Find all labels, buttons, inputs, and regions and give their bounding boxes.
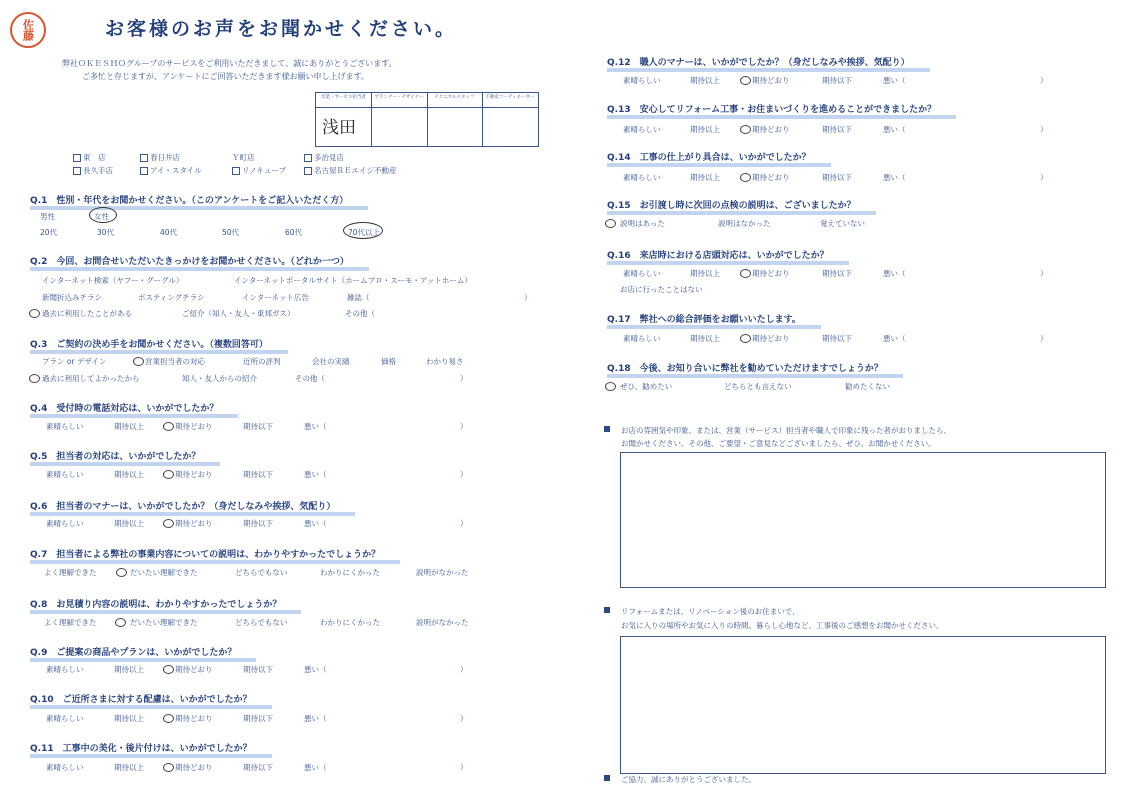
rating-option[interactable]: 期待以上	[114, 714, 144, 723]
rating-option: ）	[460, 665, 468, 674]
rating-option: ）	[460, 470, 468, 479]
rating-option: ）	[460, 519, 468, 528]
question-8: Q.8 お見積り内容の説明は、わかりやすかったでしょうか？	[30, 597, 281, 610]
question-5: Q.5 担当者の対応は、いかがでしたか？	[30, 449, 200, 462]
q2-option[interactable]: ご紹介（知人・友人・東邦ガス）	[182, 309, 295, 318]
q2-option[interactable]: 新聞折込みチラシ	[42, 293, 102, 302]
answer-mark	[605, 219, 616, 228]
q3-option[interactable]: プラン or デザイン	[42, 357, 107, 366]
q2-option[interactable]: インターネット検索（ヤフー・グーグル）	[42, 276, 184, 285]
answer-mark	[740, 125, 751, 134]
q3-option: ）	[460, 374, 468, 383]
store-option[interactable]: 多治見店	[304, 152, 344, 163]
answer-mark	[163, 422, 174, 431]
rating-option[interactable]: 悪い（	[883, 269, 906, 278]
q16-option[interactable]: お店に行ったことはない	[620, 285, 703, 294]
question-13: Q.13 安心してリフォーム工事・お住まいづくりを進めることができましたか？	[607, 102, 936, 115]
question-7: Q.7 担当者による弊社の事業内容についての説明は、わかりやすかったでしょうか？	[30, 547, 380, 560]
rating-option[interactable]: 期待どおり	[752, 173, 790, 182]
rating-option: ）	[460, 763, 468, 772]
q7-option[interactable]: 説明がなかった	[416, 568, 469, 577]
rating-option: ）	[1040, 76, 1048, 85]
comment1-prompt-2: お聞かせください。その他、ご要望・ご意見などございましたら、ぜひ、お聞かせください。	[621, 439, 936, 448]
bullet-square	[604, 775, 610, 781]
store-option[interactable]: 名古屋ＲＥエイジ不動産	[304, 165, 397, 176]
comment1-textarea[interactable]	[620, 452, 1106, 588]
rating-option[interactable]: 素晴らしい	[623, 76, 661, 85]
q2-option[interactable]: その他（	[345, 309, 375, 318]
rating-option[interactable]: 素晴らしい	[623, 125, 661, 134]
question-4: Q.4 受付時の電話対応は、いかがでしたか？	[30, 401, 218, 414]
answer-mark	[163, 470, 174, 479]
q8-option[interactable]: だいたい理解できた	[130, 618, 198, 627]
answer-mark	[740, 269, 751, 278]
footer-thanks: ご協力、誠にありがとうございました。	[621, 775, 756, 784]
gender-female[interactable]: 女性	[94, 212, 109, 221]
q8-option[interactable]: わかりにくかった	[320, 618, 380, 627]
question-2: Q.2 今回、お問合せいただいたきっかけをお聞かせください。（どれか一つ）	[30, 254, 349, 267]
answer-mark	[29, 309, 40, 318]
answer-mark	[133, 357, 144, 366]
q7-option[interactable]: だいたい理解できた	[130, 568, 198, 577]
question-17: Q.17 弊社への総合評価をお願いいたします。	[607, 312, 801, 325]
store-option[interactable]: リノキューブ	[232, 165, 286, 176]
question-1: Q.1 性別・年代をお聞かせください。（このアンケートをご記入いただく方）	[30, 193, 348, 206]
q8-option[interactable]: 説明がなかった	[416, 618, 469, 627]
rating-option[interactable]: 期待以下	[822, 269, 852, 278]
store-option[interactable]: 春日井店	[140, 152, 180, 163]
comment2-textarea[interactable]	[620, 636, 1106, 774]
rating-option[interactable]: 素晴らしい	[623, 173, 661, 182]
age-option[interactable]: 20代	[40, 228, 58, 237]
q2-option[interactable]: 過去に利用したことがある	[42, 309, 132, 318]
q8-option[interactable]: どちらでもない	[235, 618, 288, 627]
rating-option[interactable]: 素晴らしい	[46, 714, 84, 723]
rating-option[interactable]: 素晴らしい	[623, 269, 661, 278]
answer-mark	[115, 618, 126, 627]
handwritten-staff-name: 浅田	[322, 118, 356, 138]
q3-option[interactable]: わかり易さ	[426, 357, 464, 366]
rating-option: ）	[460, 714, 468, 723]
rating-option[interactable]: 期待以下	[822, 76, 852, 85]
question-11: Q.11 工事中の美化・後片付けは、いかがでしたか？	[30, 741, 252, 754]
q15-option[interactable]: 説明はあった	[620, 219, 665, 228]
rating-option[interactable]: 悪い（	[883, 173, 906, 182]
q3-option[interactable]: 価格	[381, 357, 396, 366]
rating-option: ）	[460, 422, 468, 431]
rating-option[interactable]: 期待以上	[690, 125, 720, 134]
rating-option[interactable]: 期待どおり	[175, 422, 213, 431]
age-option[interactable]: 50代	[222, 228, 240, 237]
rating-option[interactable]: 期待以上	[114, 422, 144, 431]
rating-option[interactable]: 期待以下	[243, 519, 273, 528]
gender-male[interactable]: 男性	[40, 212, 55, 221]
rating-option[interactable]: 期待以上	[690, 334, 720, 343]
q3-option[interactable]: その他（	[295, 374, 325, 383]
rating-option[interactable]: 期待以上	[114, 665, 144, 674]
rating-option: ）	[1040, 173, 1048, 182]
rating-option[interactable]: 期待どおり	[752, 334, 790, 343]
q2-option[interactable]: インターネットポータルサイト（ホームプロ・スーモ・アットホーム）	[234, 276, 472, 285]
rating-option[interactable]: 素晴らしい	[623, 334, 661, 343]
question-9: Q.9 ご提案の商品やプランは、いかがでしたか？	[30, 645, 236, 658]
page-title: お客様のお声をお聞かせください。	[105, 18, 458, 40]
seal-stamp	[10, 12, 46, 48]
answer-circle	[343, 222, 383, 239]
rating-option[interactable]: 悪い（	[304, 763, 327, 772]
staff-header-planner: プランナー・デザイナー	[374, 95, 424, 100]
question-12: Q.12 職人のマナーは、いかがでしたか？（身だしなみや挨拶、気配り）	[607, 55, 910, 68]
rating-option[interactable]: 期待以下	[822, 125, 852, 134]
rating-option[interactable]: 悪い（	[304, 714, 327, 723]
rating-option[interactable]: 期待どおり	[175, 519, 213, 528]
store-option[interactable]: 東 店	[73, 152, 106, 163]
question-6: Q.6 担当者のマナーは、いかがでしたか？（身だしなみや挨拶、気配り）	[30, 499, 335, 512]
q8-option[interactable]: よく理解できた	[44, 618, 97, 627]
rating-option[interactable]: 期待以下	[822, 173, 852, 182]
answer-mark	[163, 763, 174, 772]
staff-header-realestate: 不動産コーディネーター	[485, 95, 535, 100]
q18-option[interactable]: どちらとも言えない	[724, 382, 792, 391]
rating-option[interactable]: 悪い（	[304, 665, 327, 674]
q18-option[interactable]: 勧めたくない	[845, 382, 890, 391]
store-option[interactable]: Ｙ町店	[232, 153, 255, 162]
rating-option[interactable]: 期待以上	[114, 763, 144, 772]
question-18: Q.18 今後、お知り合いに弊社を勧めていただけますでしょうか？	[607, 361, 883, 374]
rating-option: ）	[1040, 334, 1048, 343]
q7-option[interactable]: わかりにくかった	[320, 568, 380, 577]
question-10: Q.10 ご近所さまに対する配慮は、いかがでしたか？	[30, 692, 252, 705]
rating-option: ）	[1040, 269, 1048, 278]
rating-option[interactable]: 期待以上	[690, 173, 720, 182]
rating-option[interactable]: 期待以下	[243, 422, 273, 431]
rating-option[interactable]: 期待以上	[690, 76, 720, 85]
rating-option[interactable]: 悪い（	[883, 334, 906, 343]
age-option[interactable]: 30代	[97, 228, 115, 237]
intro-line-2: ご多忙と存じますが、アンケートにご回答いただきます様お願い申し上げます。	[82, 72, 369, 81]
rating-option[interactable]: 悪い（	[883, 125, 906, 134]
age-option[interactable]: 60代	[285, 228, 303, 237]
rating-option[interactable]: 期待以下	[243, 714, 273, 723]
staff-header-technical: テクニカルスタッフ	[434, 95, 475, 100]
answer-mark	[605, 382, 616, 391]
rating-option[interactable]: 期待以下	[243, 470, 273, 479]
intro-line-1: 弊社ＯＫＥＳＨＯグループのサービスをご利用いただきまして、誠にありがとうございます。	[62, 59, 397, 68]
rating-option[interactable]: 悪い（	[304, 470, 327, 479]
rating-option[interactable]: 悪い（	[304, 519, 327, 528]
staff-header-sales: 営業・サービス担当者	[321, 95, 366, 100]
q2-option: ）	[524, 293, 532, 302]
answer-mark	[163, 665, 174, 674]
rating-option: ）	[1040, 125, 1048, 134]
answer-mark	[163, 519, 174, 528]
rating-option[interactable]: 期待どおり	[752, 76, 790, 85]
rating-option[interactable]: 期待どおり	[175, 665, 213, 674]
age-option[interactable]: 70代以上	[348, 228, 381, 237]
q15-option[interactable]: 説明はなかった	[718, 219, 771, 228]
rating-option[interactable]: 悪い（	[883, 76, 906, 85]
rating-option[interactable]: 期待以下	[243, 665, 273, 674]
rating-option[interactable]: 期待以上	[114, 470, 144, 479]
rating-option[interactable]: 素晴らしい	[46, 763, 84, 772]
q2-option[interactable]: ポスティングチラシ	[138, 293, 205, 302]
rating-option[interactable]: 期待どおり	[752, 269, 790, 278]
q3-option[interactable]: 近所の評判	[243, 357, 281, 366]
answer-mark	[116, 568, 127, 577]
rating-option[interactable]: 期待以下	[243, 763, 273, 772]
q18-option[interactable]: ぜひ、勧めたい	[620, 382, 673, 391]
answer-circle	[89, 207, 117, 223]
rating-option[interactable]: 期待どおり	[175, 714, 213, 723]
answer-mark	[29, 374, 40, 383]
question-16: Q.16 来店時における店頭対応は、いかがでしたか？	[607, 248, 829, 261]
question-3: Q.3 ご契約の決め手をお聞かせください。（複数回答可）	[30, 337, 268, 350]
answer-mark	[163, 714, 174, 723]
q3-option[interactable]: 知人・友人からの紹介	[182, 374, 257, 383]
age-option[interactable]: 40代	[160, 228, 178, 237]
seal-text: 佐藤	[21, 19, 35, 41]
rating-option[interactable]: 期待どおり	[175, 763, 213, 772]
q2-option[interactable]: インターネット広告	[242, 293, 309, 302]
q7-option[interactable]: どちらでもない	[235, 568, 288, 577]
bullet-square	[604, 607, 610, 613]
q3-option[interactable]: 会社の実績	[312, 357, 350, 366]
rating-option[interactable]: 素晴らしい	[46, 519, 84, 528]
rating-option[interactable]: 期待どおり	[175, 470, 213, 479]
store-option[interactable]: アイ・スタイル	[140, 165, 202, 176]
comment2-prompt-1: リフォームまたは、リノベーション後のお住まいで、	[621, 607, 800, 616]
comment1-prompt-1: お店の雰囲気や印象。または、営業（サービス）担当者や職人で印象に残った者がおりましたら、	[621, 426, 951, 435]
rating-option[interactable]: 期待どおり	[752, 125, 790, 134]
rating-option[interactable]: 期待以上	[690, 269, 720, 278]
q2-option[interactable]: 雑誌（	[347, 293, 370, 302]
answer-mark	[740, 334, 751, 343]
comment2-prompt-2: お気に入りの場所やお気に入りの時間、暮らし心地など、工事後のご感想をお聞かせください。	[621, 621, 944, 630]
rating-option[interactable]: 悪い（	[304, 422, 327, 431]
rating-option[interactable]: 素晴らしい	[46, 665, 84, 674]
q3-option[interactable]: 過去に利用してよかったから	[42, 374, 140, 383]
rating-option[interactable]: 期待以上	[114, 519, 144, 528]
rating-option[interactable]: 素晴らしい	[46, 422, 84, 431]
q7-option[interactable]: よく理解できた	[44, 568, 97, 577]
store-option[interactable]: 長久手店	[73, 165, 113, 176]
q15-option[interactable]: 覚えていない	[820, 219, 865, 228]
rating-option[interactable]: 期待以下	[822, 334, 852, 343]
bullet-square	[604, 426, 610, 432]
answer-mark	[740, 76, 751, 85]
staff-table	[315, 92, 539, 147]
q3-option[interactable]: 営業担当者の対応	[145, 357, 205, 366]
question-15: Q.15 お引渡し時に次回の点検の説明は、ございましたか？	[607, 198, 856, 211]
question-14: Q.14 工事の仕上がり具合は、いかがでしたか？	[607, 150, 811, 163]
answer-mark	[740, 173, 751, 182]
rating-option[interactable]: 素晴らしい	[46, 470, 84, 479]
